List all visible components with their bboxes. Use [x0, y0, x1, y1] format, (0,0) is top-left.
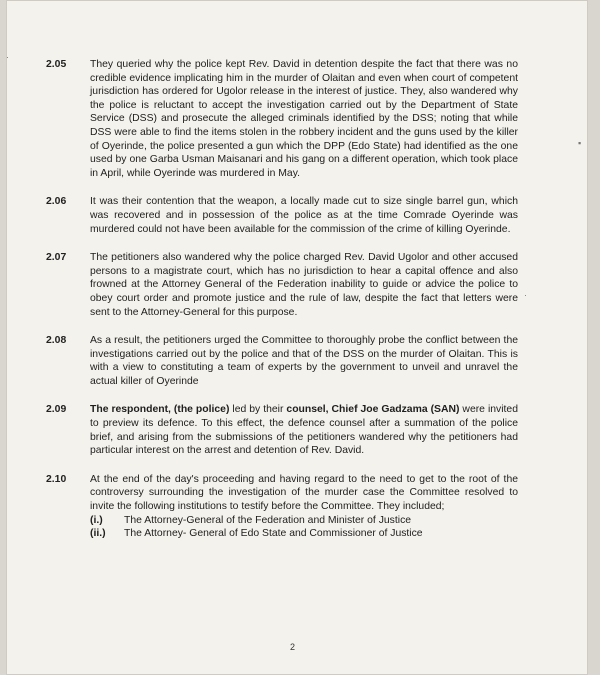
paragraph-number: 2.09	[46, 404, 67, 416]
paragraph-text-segment: led by their	[229, 404, 287, 416]
paragraph-number: 2.06	[46, 196, 67, 208]
list-item-label: (i.)	[90, 514, 103, 526]
paragraph-text: As a result, the petitioners urged the Committee to thoroughly probe the conflict between the investigations carried out by the police and that of the DSS on the murder of Olaitan. This is with a view to constituting a team of experts by the government to unveil and unravel the actual killer of Oyerinde	[90, 335, 518, 387]
list-item	[90, 514, 518, 528]
paragraph-2-08	[46, 334, 518, 388]
list-item	[90, 527, 518, 541]
paragraph-text-segment: were invited to preview its defence. To this effect, the defence counsel after a summation of the police brief, and arising from the submissions of the petitioners wandered why the petitioners had particular interest on the arrest and detention of Rev. David.	[90, 404, 518, 457]
paragraph-2-07	[46, 251, 518, 319]
page-number: 2	[290, 642, 296, 652]
list-item-label: (ii.)	[90, 528, 106, 540]
paragraph-text	[90, 403, 518, 457]
paragraph-text-block	[90, 473, 518, 541]
paragraph-number: 2.10	[46, 473, 67, 485]
paragraph-number: 2.05	[46, 59, 67, 70]
paragraph-2-05	[46, 58, 518, 180]
paragraph-text: They queried why the police kept Rev. David in detention despite the fact that there was no credible evidence implicating him in the murder of Olaitan and even when court of competent jurisdiction has ordered for Ugolor release in the interest of justice. They, also wandered why the police is reluctant to accept the investigation carried out by the Department of State Service (DSS) and prosecute the alleged criminals identified by the DSS; noting that while DSS were able to find the items stolen in the robbery incident and the guns used by the killer of Oyerinde, the police presented a gun which the DPP (Edo State) had identified as the one used by one Garba Usman Maisanari and his gang on a different operation, which took place in April, while Oyerinde was murdered in May.	[90, 59, 518, 179]
list-item-text: The Attorney- General of Edo State and Commissioner of Justice	[124, 528, 423, 540]
respondent-label: The respondent, (the police)	[90, 404, 230, 416]
paragraph-2-10	[46, 473, 518, 541]
paragraph-text: It was their contention that the weapon, a locally made cut to size single barrel gun, which was recovered and in possession of the police as at the time Comrade Oyerinde was murdered could not have been available for the commission of the crime of killing Oyerinde.	[90, 196, 518, 235]
paragraph-text: The petitioners also wandered why the police charged Rev. David Ugolor and other accused persons to a magistrate court, which has no jurisdiction to hear a capital offence and also frowned at the Attorney General of the Federation inability to guide or advice the police to obey court order and promote justice and the rule of law, despite the fact that letters were sent to the Attorney-General for this purpose.	[90, 252, 518, 318]
paragraph-number: 2.07	[46, 252, 67, 264]
scan-speck: ·	[6, 52, 9, 62]
scan-speck: ·	[524, 290, 527, 300]
paragraph-2-06	[46, 195, 518, 236]
counsel-name: counsel, Chief Joe Gadzama (SAN)	[286, 404, 460, 416]
scan-speck: ▪	[578, 138, 582, 148]
paragraph-text: At the end of the day's proceeding and having regard to the need to get to the root of the controversy surrounding the investigation of the murder case the Committee resolved to invite the following institutions to testify before the Committee. They included;	[90, 473, 518, 513]
paragraph-number: 2.08	[46, 335, 67, 347]
document-page	[6, 0, 588, 675]
list-item-text: The Attorney-General of the Federation and Minister of Justice	[124, 514, 412, 526]
paragraph-2-09	[46, 403, 518, 457]
document-body	[46, 58, 518, 556]
